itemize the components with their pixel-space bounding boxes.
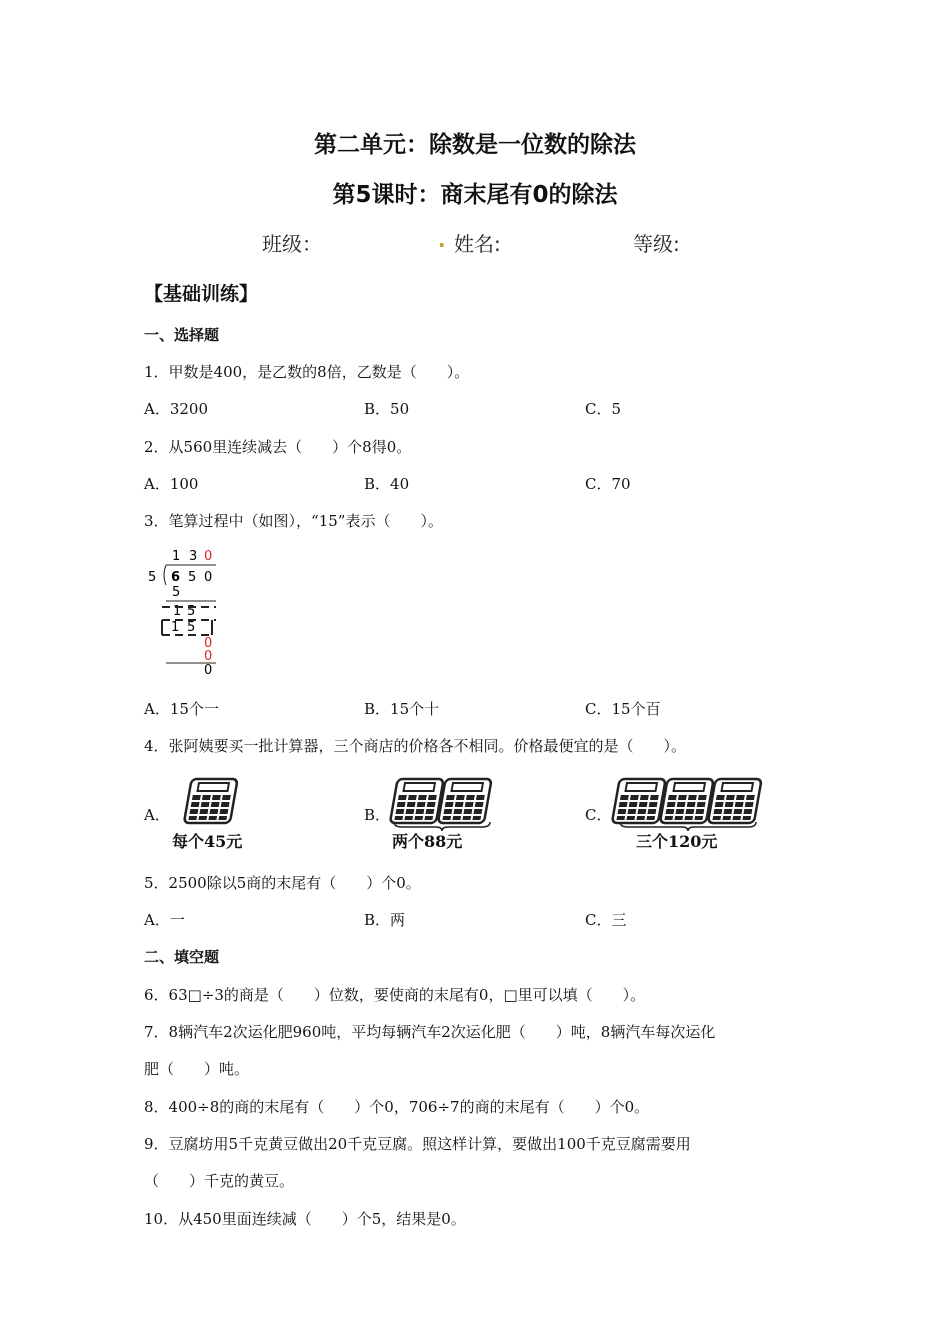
price-caption-a: 每个45元 [172, 832, 243, 851]
question-10: 10．从450里面连续减（ ）个5，结果是0。 [144, 1210, 466, 1228]
q2-option-b[interactable]: B．40 [364, 475, 410, 493]
long-division-figure [142, 545, 222, 675]
q5-option-a[interactable]: A．一 [144, 911, 185, 929]
question-7: 7．8辆汽车2次运化肥960吨，平均每辆汽车2次运化肥（ ）吨，8辆汽车每次运化 [144, 1023, 716, 1041]
q3-option-a[interactable]: A．15个一 [144, 700, 219, 718]
question-4: 4．张阿姨要买一批计算器，三个商店的价格各不相同。价格最便宜的是（ ）。 [144, 737, 687, 755]
question-9: 9．豆腐坊用5千克黄豆做出20千克豆腐。照这样计算，要做出100千克豆腐需要用 [144, 1135, 691, 1153]
dividend-digit: 5 [188, 570, 197, 585]
question-8: 8．400÷8的商的末尾有（ ）个0，706÷7的商的末尾有（ ）个0。 [144, 1098, 650, 1116]
separator-dot: . [438, 228, 446, 252]
product-digit: 5 [187, 620, 196, 635]
name-label: 姓名: [454, 232, 501, 256]
dividend-digit: 6 [171, 570, 181, 585]
q1-option-b[interactable]: B．50 [364, 400, 410, 418]
zero-digit-red: 0 [204, 649, 213, 664]
zero-digit-red: 0 [204, 636, 213, 651]
divisor: 5 [148, 570, 157, 585]
dividend-digit: 0 [204, 570, 213, 585]
q3-option-c[interactable]: C．15个百 [585, 700, 661, 718]
question-3: 3．笔算过程中（如图），“15”表示（ ）。 [144, 512, 443, 530]
question-9-cont: （ ）千克的黄豆。 [144, 1172, 295, 1190]
zero-digit: 0 [204, 663, 213, 675]
price-caption-c: 三个120元 [636, 832, 718, 851]
product-digit: 1 [171, 620, 180, 635]
part-heading-fill: 二、填空题 [144, 948, 220, 966]
q5-option-c[interactable]: C．三 [585, 911, 627, 929]
question-1: 1．甲数是400，是乙数的8倍，乙数是（ ）。 [144, 363, 470, 381]
part-heading-choice: 一、选择题 [144, 326, 220, 344]
q1-option-c[interactable]: C．5 [585, 400, 622, 418]
section-heading: 【基础训练】 [144, 283, 259, 305]
question-5: 5．2500除以5商的末尾有（ ）个0。 [144, 874, 421, 892]
quotient-digit: 3 [189, 549, 198, 564]
question-7-cont: 肥（ ）吨。 [144, 1060, 250, 1078]
grade-label: 等级: [633, 232, 680, 256]
q4-option-b[interactable]: B． [364, 806, 391, 824]
q1-option-a[interactable]: A．3200 [144, 400, 209, 418]
question-2: 2．从560里连续减去（ ）个8得0。 [144, 438, 412, 456]
q4-option-c[interactable]: C． [585, 806, 612, 824]
page-title: 第二单元：除数是一位数的除法 [314, 132, 636, 158]
step-product: 5 [172, 585, 181, 600]
lesson-title: 第5课时：商末尾有0的除法 [332, 182, 618, 208]
remainder-digit: 1 [173, 604, 182, 619]
quotient-digit: 1 [172, 549, 181, 564]
price-caption-b: 两个88元 [392, 832, 463, 851]
q3-option-b[interactable]: B．15个十 [364, 700, 440, 718]
class-label: 班级： [262, 232, 322, 256]
calculator-icon [182, 777, 252, 829]
q2-option-c[interactable]: C．70 [585, 475, 631, 493]
q5-option-b[interactable]: B．两 [364, 911, 406, 929]
q4-option-a[interactable]: A． [144, 806, 170, 824]
remainder-digit: 5 [187, 604, 196, 619]
q2-option-a[interactable]: A．100 [144, 475, 199, 493]
quotient-digit-red: 0 [204, 549, 213, 564]
question-6: 6．63□÷3的商是（ ）位数，要使商的末尾有0，□里可以填（ ）。 [144, 986, 646, 1004]
